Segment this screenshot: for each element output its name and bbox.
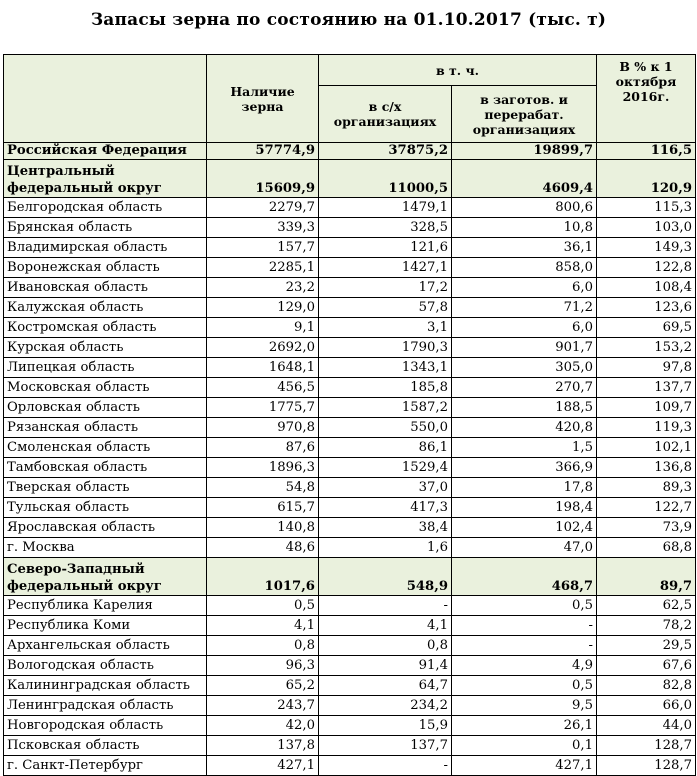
table-row — [4, 218, 696, 238]
cell-region: Вологодская область — [4, 656, 207, 676]
cell-available: 2285,1 — [207, 258, 319, 278]
cell-available: 140,8 — [207, 518, 319, 538]
cell-region: Ярославская область — [4, 518, 207, 538]
cell-pct: 102,1 — [597, 438, 696, 458]
cell-pct: 153,2 — [597, 338, 696, 358]
cell-proc: 427,1 — [452, 756, 597, 776]
cell-available: 57774,9 — [207, 143, 319, 160]
table-row — [4, 418, 696, 438]
table-row — [4, 438, 696, 458]
cell-available: 2279,7 — [207, 198, 319, 218]
cell-available: 1017,6 — [207, 558, 319, 596]
page-title: Запасы зерна по состоянию на 01.10.2017 (тыс. т) — [90, 10, 607, 30]
cell-agri: 91,4 — [319, 656, 452, 676]
cell-proc: 102,4 — [452, 518, 597, 538]
cell-agri: 17,2 — [319, 278, 452, 298]
cell-pct: 67,6 — [597, 656, 696, 676]
table-row — [4, 676, 696, 696]
table-row — [4, 318, 696, 338]
cell-agri: 328,5 — [319, 218, 452, 238]
cell-region: Российская Федерация — [4, 143, 207, 160]
cell-agri: 548,9 — [319, 558, 452, 596]
header-agri: в с/х организациях — [319, 86, 452, 143]
cell-pct: 82,8 — [597, 676, 696, 696]
cell-available: 2692,0 — [207, 338, 319, 358]
cell-agri: 1,6 — [319, 538, 452, 558]
cell-pct: 123,6 — [597, 298, 696, 318]
cell-agri: 1587,2 — [319, 398, 452, 418]
table-body — [4, 143, 696, 776]
cell-proc: 4609,4 — [452, 160, 597, 198]
cell-region: Курская область — [4, 338, 207, 358]
table-row — [4, 636, 696, 656]
cell-proc: 19899,7 — [452, 143, 597, 160]
cell-pct: 149,3 — [597, 238, 696, 258]
cell-region: Ивановская область — [4, 278, 207, 298]
cell-pct: 62,5 — [597, 596, 696, 616]
table-row — [4, 258, 696, 278]
cell-proc: 901,7 — [452, 338, 597, 358]
table-row-total — [4, 160, 696, 198]
cell-proc: 1,5 — [452, 438, 597, 458]
cell-pct: 44,0 — [597, 716, 696, 736]
table-row — [4, 338, 696, 358]
cell-region: Ленинградская область — [4, 696, 207, 716]
cell-proc: 305,0 — [452, 358, 597, 378]
cell-proc: 9,5 — [452, 696, 597, 716]
cell-proc: 188,5 — [452, 398, 597, 418]
cell-pct: 97,8 — [597, 358, 696, 378]
cell-proc: - — [452, 636, 597, 656]
table-row — [4, 518, 696, 538]
table-row — [4, 238, 696, 258]
cell-pct: 69,5 — [597, 318, 696, 338]
cell-available: 9,1 — [207, 318, 319, 338]
grain-stocks-table — [3, 54, 696, 776]
cell-available: 96,3 — [207, 656, 319, 676]
cell-region: Новгородская область — [4, 716, 207, 736]
cell-agri: 121,6 — [319, 238, 452, 258]
table-row — [4, 478, 696, 498]
cell-agri: 37875,2 — [319, 143, 452, 160]
cell-proc: 198,4 — [452, 498, 597, 518]
cell-agri: - — [319, 756, 452, 776]
cell-proc: 36,1 — [452, 238, 597, 258]
cell-proc: 420,8 — [452, 418, 597, 438]
cell-pct: 103,0 — [597, 218, 696, 238]
cell-available: 65,2 — [207, 676, 319, 696]
table-row — [4, 756, 696, 776]
cell-available: 0,8 — [207, 636, 319, 656]
cell-pct: 66,0 — [597, 696, 696, 716]
cell-region: Белгородская область — [4, 198, 207, 218]
cell-region: Архангельская область — [4, 636, 207, 656]
cell-available: 48,6 — [207, 538, 319, 558]
header-pct: В % к 1 октября 2016г. — [597, 55, 696, 143]
cell-pct: 68,8 — [597, 538, 696, 558]
cell-available: 1648,1 — [207, 358, 319, 378]
cell-agri: 3,1 — [319, 318, 452, 338]
cell-agri: 1790,3 — [319, 338, 452, 358]
cell-proc: - — [452, 616, 597, 636]
cell-agri: 1529,4 — [319, 458, 452, 478]
cell-region: Республика Карелия — [4, 596, 207, 616]
cell-proc: 800,6 — [452, 198, 597, 218]
header-available: Наличие зерна — [207, 55, 319, 143]
cell-pct: 128,7 — [597, 736, 696, 756]
cell-available: 1896,3 — [207, 458, 319, 478]
cell-agri: 137,7 — [319, 736, 452, 756]
cell-region: Северо-Западный федеральный округ — [4, 558, 207, 596]
table-row-total — [4, 143, 696, 160]
cell-region: Калужская область — [4, 298, 207, 318]
cell-agri: 1343,1 — [319, 358, 452, 378]
header-region — [4, 55, 207, 143]
table-row — [4, 716, 696, 736]
cell-pct: 115,3 — [597, 198, 696, 218]
cell-agri: 185,8 — [319, 378, 452, 398]
table-row — [4, 298, 696, 318]
cell-proc: 0,5 — [452, 596, 597, 616]
cell-available: 427,1 — [207, 756, 319, 776]
cell-proc: 6,0 — [452, 318, 597, 338]
table-row — [4, 398, 696, 418]
cell-region: Республика Коми — [4, 616, 207, 636]
cell-proc: 71,2 — [452, 298, 597, 318]
cell-available: 243,7 — [207, 696, 319, 716]
cell-region: Костромская область — [4, 318, 207, 338]
cell-region: Воронежская область — [4, 258, 207, 278]
cell-available: 157,7 — [207, 238, 319, 258]
cell-agri: 550,0 — [319, 418, 452, 438]
table-row — [4, 458, 696, 478]
table-row-total — [4, 558, 696, 596]
cell-region: Брянская область — [4, 218, 207, 238]
cell-agri: 64,7 — [319, 676, 452, 696]
cell-available: 4,1 — [207, 616, 319, 636]
cell-agri: 15,9 — [319, 716, 452, 736]
cell-agri: 1479,1 — [319, 198, 452, 218]
cell-pct: 119,3 — [597, 418, 696, 438]
cell-region: Московская область — [4, 378, 207, 398]
cell-agri: 38,4 — [319, 518, 452, 538]
cell-proc: 10,8 — [452, 218, 597, 238]
cell-pct: 89,7 — [597, 558, 696, 596]
cell-available: 339,3 — [207, 218, 319, 238]
cell-proc: 6,0 — [452, 278, 597, 298]
cell-available: 0,5 — [207, 596, 319, 616]
cell-pct: 78,2 — [597, 616, 696, 636]
cell-proc: 26,1 — [452, 716, 597, 736]
cell-available: 970,8 — [207, 418, 319, 438]
cell-available: 456,5 — [207, 378, 319, 398]
cell-pct: 29,5 — [597, 636, 696, 656]
table-row — [4, 596, 696, 616]
cell-pct: 120,9 — [597, 160, 696, 198]
cell-agri: 37,0 — [319, 478, 452, 498]
table-row — [4, 696, 696, 716]
cell-available: 42,0 — [207, 716, 319, 736]
cell-agri: - — [319, 596, 452, 616]
table-row — [4, 616, 696, 636]
cell-available: 137,8 — [207, 736, 319, 756]
cell-region: Тверская область — [4, 478, 207, 498]
cell-agri: 11000,5 — [319, 160, 452, 198]
table-row — [4, 358, 696, 378]
cell-pct: 128,7 — [597, 756, 696, 776]
cell-pct: 122,7 — [597, 498, 696, 518]
cell-available: 87,6 — [207, 438, 319, 458]
cell-available: 54,8 — [207, 478, 319, 498]
cell-available: 23,2 — [207, 278, 319, 298]
cell-region: Липецкая область — [4, 358, 207, 378]
table-row — [4, 736, 696, 756]
cell-agri: 57,8 — [319, 298, 452, 318]
cell-proc: 468,7 — [452, 558, 597, 596]
cell-available: 15609,9 — [207, 160, 319, 198]
cell-region: Псковская область — [4, 736, 207, 756]
cell-pct: 109,7 — [597, 398, 696, 418]
cell-agri: 234,2 — [319, 696, 452, 716]
table-row — [4, 498, 696, 518]
cell-region: Рязанская область — [4, 418, 207, 438]
cell-region: Тульская область — [4, 498, 207, 518]
cell-pct: 136,8 — [597, 458, 696, 478]
table-row — [4, 198, 696, 218]
cell-region: г. Москва — [4, 538, 207, 558]
cell-agri: 1427,1 — [319, 258, 452, 278]
cell-pct: 122,8 — [597, 258, 696, 278]
cell-available: 615,7 — [207, 498, 319, 518]
cell-region: Тамбовская область — [4, 458, 207, 478]
cell-pct: 116,5 — [597, 143, 696, 160]
cell-available: 1775,7 — [207, 398, 319, 418]
cell-pct: 137,7 — [597, 378, 696, 398]
cell-proc: 366,9 — [452, 458, 597, 478]
cell-region: Орловская область — [4, 398, 207, 418]
cell-proc: 0,5 — [452, 676, 597, 696]
cell-region: Калининградская область — [4, 676, 207, 696]
header-proc: в заготов. и перерабат. организациях — [452, 86, 597, 143]
cell-region: Владимирская область — [4, 238, 207, 258]
cell-agri: 0,8 — [319, 636, 452, 656]
cell-proc: 47,0 — [452, 538, 597, 558]
cell-agri: 4,1 — [319, 616, 452, 636]
cell-agri: 86,1 — [319, 438, 452, 458]
table-row — [4, 538, 696, 558]
cell-proc: 17,8 — [452, 478, 597, 498]
cell-proc: 4,9 — [452, 656, 597, 676]
cell-available: 129,0 — [207, 298, 319, 318]
table-row — [4, 656, 696, 676]
table-row — [4, 278, 696, 298]
header-incl: в т. ч. — [319, 55, 597, 86]
cell-proc: 270,7 — [452, 378, 597, 398]
cell-region: Центральный федеральный округ — [4, 160, 207, 198]
cell-proc: 0,1 — [452, 736, 597, 756]
table-row — [4, 378, 696, 398]
cell-pct: 73,9 — [597, 518, 696, 538]
cell-agri: 417,3 — [319, 498, 452, 518]
cell-region: Смоленская область — [4, 438, 207, 458]
cell-pct: 108,4 — [597, 278, 696, 298]
cell-pct: 89,3 — [597, 478, 696, 498]
cell-region: г. Санкт-Петербург — [4, 756, 207, 776]
cell-proc: 858,0 — [452, 258, 597, 278]
